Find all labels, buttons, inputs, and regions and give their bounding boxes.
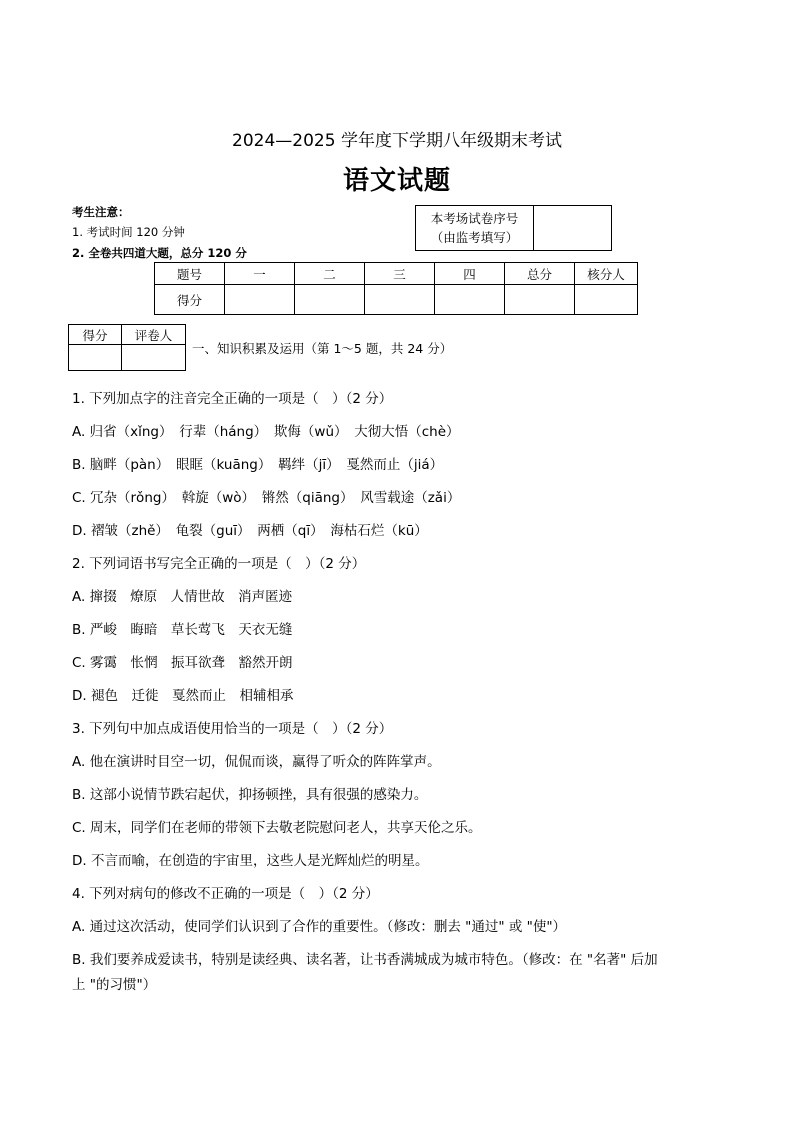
notice-heading: 考生注意： (72, 205, 130, 219)
score-table-header: 二 (295, 263, 365, 285)
score-table-header: 核分人 (575, 263, 638, 285)
question-line: 1. 下列加点字的注音完全正确的一项是（ ）（2 分） (72, 391, 393, 407)
grader-box-grader-label: 评卷人 (122, 325, 186, 345)
question-line: B. 脑畔（pàn） 眼眶（kuāng） 羁绊（jī） 戛然而止（jiá） (72, 457, 444, 473)
question-line: 4. 下列对病句的修改不正确的一项是（ ）（2 分） (72, 886, 379, 902)
score-cell[interactable] (505, 285, 575, 315)
notice-line: 1. 考试时间 120 分钟 (72, 225, 185, 239)
question-line: D. 褪色 迁徙 戛然而止 相辅相承 (72, 688, 294, 704)
question-line: 上 "的习惯"） (72, 977, 157, 993)
question-line: C. 雾霭 怅惘 振耳欲聋 豁然开朗 (72, 655, 293, 671)
score-cell[interactable] (435, 285, 505, 315)
exam-title: 2024—2025 学年度下学期八年级期末考试 (232, 131, 562, 151)
score-cell[interactable] (295, 285, 365, 315)
serial-number-label-line1: 本考场试卷序号 (430, 211, 519, 226)
serial-number-box (415, 205, 612, 251)
score-cell[interactable] (365, 285, 435, 315)
section-one-title: 一、知识积累及运用（第 1～5 题，共 24 分） (192, 341, 453, 356)
score-table-header: 总分 (505, 263, 575, 285)
question-line: A. 他在演讲时目空一切，侃侃而谈，赢得了听众的阵阵掌声。 (72, 754, 441, 770)
question-line: B. 我们要养成爱读书，特别是读经典、读名著，让书香满城成为城市特色。（修改：在 "名著" 后加 (72, 952, 658, 968)
subject-title: 语文试题 (342, 166, 451, 196)
question-line: B. 严峻 晦暗 草长莺飞 天衣无缝 (72, 622, 293, 638)
score-cell[interactable] (225, 285, 295, 315)
serial-number-label (416, 206, 534, 251)
score-cell[interactable] (575, 285, 638, 315)
notice-line: 2. 全卷共四道大题，总分 120 分 (72, 246, 247, 260)
question-line: A. 归省（xǐng） 行辈（háng） 欺侮（wǔ） 大彻大悟（chè） (72, 424, 460, 440)
question-line: D. 褶皱（zhě） 龟裂（guī） 两栖（qī） 海枯石烂（kū） (72, 523, 428, 539)
question-line: B. 这部小说情节跌宕起伏，抑扬顿挫，具有很强的感染力。 (72, 787, 428, 803)
serial-number-field[interactable] (534, 206, 612, 251)
score-table-header: 三 (365, 263, 435, 285)
grader-box-score-label: 得分 (69, 325, 122, 345)
score-table-header: 四 (435, 263, 505, 285)
score-table-header: 题号 (155, 263, 225, 285)
serial-number-label-line2: （由监考填写） (430, 230, 519, 245)
question-line: D. 不言而喻，在创造的宇宙里，这些人是光辉灿烂的明星。 (72, 853, 429, 869)
question-line: A. 撺掇 燎原 人情世故 消声匿迹 (72, 589, 293, 605)
question-line: C. 冗杂（rǒng） 斡旋（wò） 锵然（qiāng） 风雪载途（zǎi） (72, 490, 461, 506)
score-table-header: 一 (225, 263, 295, 285)
score-row-label: 得分 (155, 285, 225, 315)
grader-box (68, 324, 186, 371)
grader-box-score-cell[interactable] (69, 345, 122, 371)
question-line: A. 通过这次活动，使同学们认识到了合作的重要性。（修改：删去 "通过" 或 "使"） (72, 919, 567, 935)
question-line: 3. 下列句中加点成语使用恰当的一项是（ ）（2 分） (72, 721, 393, 737)
question-line: 2. 下列词语书写完全正确的一项是（ ）（2 分） (72, 556, 366, 572)
question-line: C. 周末，同学们在老师的带领下去敬老院慰问老人，共享天伦之乐。 (72, 820, 482, 836)
score-table (154, 262, 638, 315)
grader-box-grader-cell[interactable] (122, 345, 186, 371)
